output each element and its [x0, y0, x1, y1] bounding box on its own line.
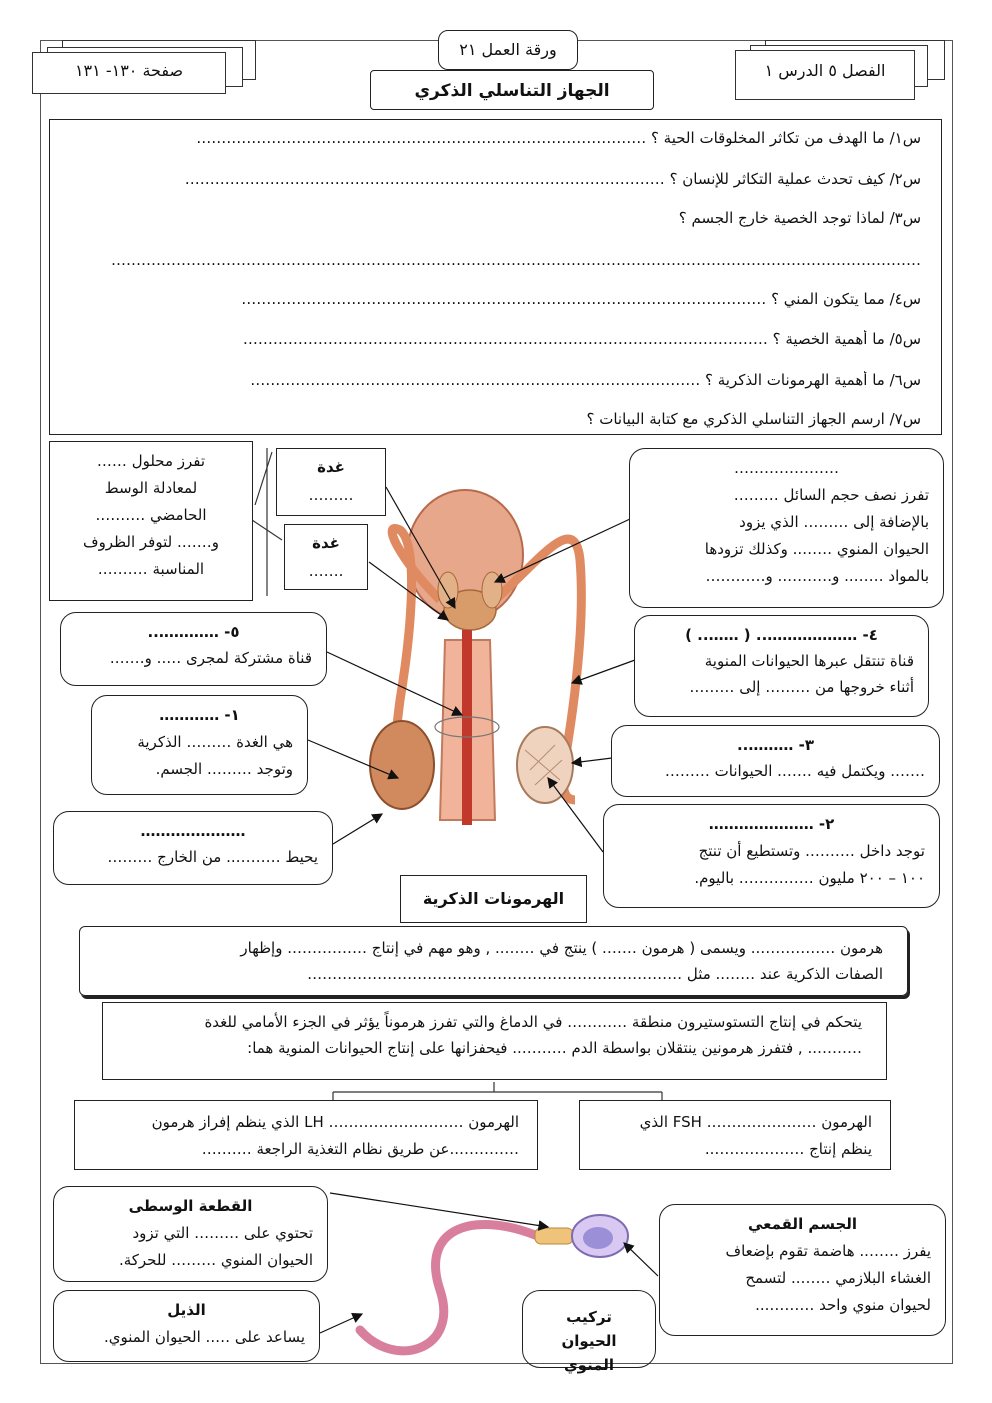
fluid-line-3: الحامضي ………. — [95, 506, 207, 524]
gland-box-1 — [276, 448, 386, 516]
testosterone-box — [79, 926, 908, 996]
testosterone-line-1: هرمون …………….. ويسمى ( هرمون ……. ) ينتج في …….. , وهو مهم في إنتاج ……………. وإظهار — [240, 939, 883, 957]
pages-label: صفحة ١٣٠- ١٣١ — [32, 52, 226, 94]
box1-line-2: وتوجد ……… الجسم. — [155, 760, 293, 778]
acrosome-box — [659, 1204, 946, 1336]
midpiece-title: القطعة الوسطى — [128, 1197, 253, 1215]
epididymis-box — [611, 725, 940, 797]
question-3-answer-line: ……………………………………………………………………………………………………………………………………………… — [111, 251, 921, 269]
testis-left — [370, 721, 434, 809]
tubules-box — [603, 804, 940, 908]
gland-1-title: غدة — [317, 458, 345, 476]
box1-title: ١- ………… — [159, 706, 240, 724]
question-6: س٦/ ما أهمية الهرمونات الذكرية ؟ ……………………………………………………………………………… — [250, 371, 921, 389]
gland-1-blank: ……… — [308, 486, 354, 504]
box3-line-1: ……. ويكتمل فيه ……. الحيوانات ……… — [664, 762, 925, 780]
seminal-box — [629, 448, 944, 608]
box5-line-1: قناة مشتركة لمجرى ….. و……. — [109, 649, 312, 667]
acrosome-line-3: لحيوان منوي واحد ………... — [755, 1296, 931, 1314]
fluid-line-5: المناسبة ………. — [97, 560, 205, 578]
scrotum-title: ………………… — [140, 822, 246, 840]
question-4: س٤/ مما يتكون المني ؟ …………………………………………………………………………………………… — [241, 290, 921, 308]
seminal-line-3: الحيوان المنوي …….. وكذلك تزودها — [704, 540, 929, 558]
acrosome-line-1: يفرز …….. هاضمة تقوم بإضعاف — [725, 1242, 931, 1260]
fsh-box — [579, 1100, 891, 1170]
seminal-line-1: تفرز نصف حجم السائل ……… — [733, 486, 929, 504]
lh-line-1: الهرمون ……………………… LH الذي ينظم إفراز هرمون — [151, 1113, 519, 1131]
page-title: الجهاز التناسلي الذكري — [370, 70, 654, 110]
question-7: س٧/ ارسم الجهاز التناسلي الذكري مع كتابة البيانات ؟ — [586, 410, 921, 428]
box2-line-2: ١٠٠ – ٢٠٠ مليون …………… باليوم. — [694, 869, 925, 887]
question-5: س٥/ ما أهمية الخصية ؟ …………………………………………………………………………………………… — [242, 330, 921, 348]
tail-title: الذيل — [167, 1301, 206, 1319]
box4-line-2: أثناء خروجها من ……… إلى ……… — [689, 678, 914, 696]
testis-right-section — [517, 727, 573, 803]
box4-title: ٤- ……………….. ( …….. ) — [685, 626, 878, 644]
box2-line-1: توجد داخل ………. وتستطيع أن تنتج — [698, 842, 925, 860]
tail-box — [53, 1290, 320, 1362]
hormones-title: الهرمونات الذكرية — [400, 875, 587, 923]
fluid-box — [49, 441, 253, 601]
gland-2-blank: ……. — [308, 562, 344, 580]
sperm-nucleus — [583, 1227, 613, 1249]
worksheet-label: ورقة العمل ٢١ — [438, 30, 578, 70]
seminal-title: ………………… — [734, 459, 839, 477]
tail-line-1: يساعد على ….. الحيوان المنوي. — [103, 1328, 305, 1346]
lh-line-2: …………..عن طريق نظام التغذية الراجعة ………. — [201, 1140, 519, 1158]
fsh-line-1: الهرمون …………………. FSH الذي — [639, 1113, 872, 1131]
control-line-2: ……….. , فتفرز هرمونين ينتقلان بواسطة الدم ……….. فيحفزانها على إنتاج الحيوانات المنوية هما: — [247, 1039, 862, 1057]
question-1: س١/ ما الهدف من تكاثر المخلوقات الحية ؟ ……………………………………………………………………………… — [196, 129, 921, 147]
scrotum-line-1: يحيط ……….. من الخارج ……… — [107, 848, 318, 866]
lesson-label: الفصل ٥ الدرس ١ — [735, 50, 915, 100]
fluid-line-2: لمعادلة الوسط — [104, 479, 198, 497]
seminal-line-4: بالمواد …….. و……….. و………… — [705, 567, 929, 585]
control-box — [102, 1002, 887, 1080]
scrotum-box — [53, 811, 333, 885]
testis-box — [91, 695, 308, 795]
box5-title: ٥- ………….. — [147, 623, 240, 641]
seminal-line-2: بالإضافة إلى ……… الذي يزود — [739, 513, 929, 531]
acrosome-title: الجسم القمعي — [747, 1215, 858, 1233]
question-3: س٣/ لماذا توجد الخصية خارج الجسم ؟ — [678, 209, 921, 227]
seminal-vesicle-right — [482, 572, 502, 608]
sperm-tail — [360, 1224, 535, 1350]
midpiece-line-2: الحيوان المنوي ……… للحركة. — [118, 1251, 313, 1269]
fsh-line-2: ينظم إنتاج ……………….. — [704, 1140, 872, 1158]
fluid-line-4: و……. لتوفر الظروف — [83, 533, 219, 551]
gland-2-title: غدة — [312, 534, 340, 552]
box2-title: ٢- ………………… — [708, 815, 835, 833]
sperm-midpiece — [535, 1228, 573, 1244]
fluid-line-1: تفرز محلول …… — [96, 452, 206, 470]
urethra-shape — [462, 630, 472, 825]
vas-deferens-box — [634, 615, 929, 717]
urethra-box — [60, 612, 327, 686]
control-line-1: يتحكم في إنتاج التستوستيرون منطقة ………… في الدماغ والتي تفرز هرموناً يؤثر في الجزء الأمامي للغدة — [204, 1013, 862, 1031]
sperm-structure-label: تركيب الحيوان المنوي — [522, 1290, 656, 1368]
box1-line-1: هي الغدة ……… الذكرية — [137, 733, 293, 751]
seminal-vesicle-left — [438, 572, 458, 608]
question-2: س٢/ كيف تحدث عملية التكاثر للإنسان ؟ …………………………………………………………………………………… — [184, 170, 921, 188]
testosterone-line-2: الصفات الذكرية عند …….. مثل ………………………………………………………………… — [307, 965, 883, 983]
acrosome-line-2: الغشاء البلازمي …….. لتسمح — [745, 1269, 931, 1287]
midpiece-line-1: تحتوي على ……… التي تزود — [132, 1224, 313, 1242]
gland-box-2 — [284, 524, 368, 590]
box3-title: ٣- ……….. — [736, 736, 814, 754]
box4-line-1: قناة تنتقل عبرها الحيوانات المنوية — [704, 652, 914, 670]
midpiece-box — [53, 1186, 328, 1282]
lh-box — [74, 1100, 538, 1170]
